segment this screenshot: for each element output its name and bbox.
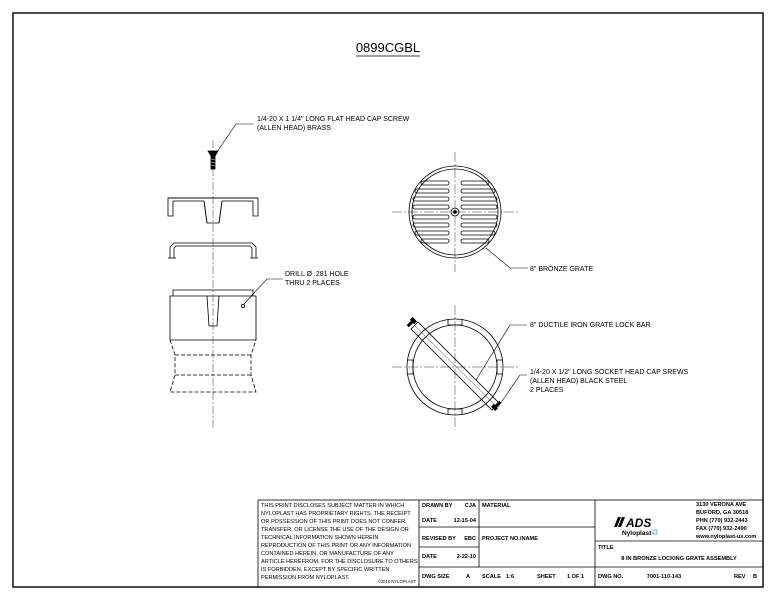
svg-text:(ALLEN HEAD) BRASS: (ALLEN HEAD) BRASS: [257, 125, 331, 132]
svg-text:OR POSSESSION OF THIS PRINT DO: OR POSSESSION OF THIS PRINT DOES NOT CONFER,: [261, 519, 407, 525]
svg-text:TRANSFER, OR LICENSE THE USE O: TRANSFER, OR LICENSE THE USE OF THE DESIGN OR: [261, 527, 409, 533]
svg-text:7001-110-143: 7001-110-143: [646, 574, 682, 580]
svg-text:NYLOPLAST HAS PROPRIETARY RIGH: NYLOPLAST HAS PROPRIETARY RIGHTS. THE RECEIPT: [261, 511, 411, 517]
svg-text:1/4-20 X 1 1/4" LONG FLAT HEAD: 1/4-20 X 1 1/4" LONG FLAT HEAD CAP SCREW: [257, 116, 410, 123]
drawn-revised-cells: [422, 503, 477, 580]
svg-text:DATE: DATE: [422, 554, 437, 560]
svg-text:THIS PRINT DISCLOSES SUBJECT M: THIS PRINT DISCLOSES SUBJECT MATTER IN WHICH: [261, 503, 405, 509]
dwg-no-cell: [598, 574, 757, 580]
material-project-cells: [482, 503, 584, 580]
leader-lines-lockbar: [476, 325, 527, 407]
svg-text:3130 VERONA AVE: 3130 VERONA AVE: [696, 502, 747, 508]
svg-text:(ALLEN HEAD) BLACK STEEL: (ALLEN HEAD) BLACK STEEL: [530, 378, 628, 385]
svg-text:CONTAINED HEREIN, OR MANUFACTU: CONTAINED HEREIN, OR MANUFACTURE OF ANY: [261, 551, 394, 557]
svg-text:SCALE: SCALE: [482, 574, 501, 580]
svg-text:A: A: [465, 574, 470, 580]
bronze-grate-top-view: [392, 152, 518, 272]
svg-text:CJA: CJA: [464, 503, 476, 509]
svg-text:2-22-10: 2-22-10: [456, 554, 476, 560]
svg-text:B: B: [752, 574, 757, 580]
svg-text:DWG NO.: DWG NO.: [598, 574, 624, 580]
nyloplast-mark-icon: [653, 530, 657, 534]
svg-text:IS FORBIDDEN, EXCEPT BY SPECIF: IS FORBIDDEN, EXCEPT BY SPECIFIC WRITTEN: [261, 567, 390, 573]
svg-text:2 PLACES: 2 PLACES: [530, 387, 564, 394]
svg-text:REV: REV: [734, 574, 746, 580]
title-cell: [598, 545, 737, 562]
socket-screw-callout: [530, 369, 689, 394]
svg-text:DWG SIZE: DWG SIZE: [422, 574, 450, 580]
svg-text:FAX (770) 932-2490: FAX (770) 932-2490: [696, 526, 747, 532]
svg-text:TITLE: TITLE: [598, 545, 614, 551]
svg-text:REVISED BY: REVISED BY: [422, 536, 456, 542]
svg-text:Nyloplast: Nyloplast: [622, 530, 652, 537]
ads-slash-icon: [614, 517, 625, 527]
sheet-border: [13, 13, 763, 587]
svg-text:1/4-20 X 1/2" LONG SOCKET HEAD: 1/4-20 X 1/2" LONG SOCKET HEAD CAP SREWS: [530, 369, 689, 376]
svg-text:DATE: DATE: [422, 518, 437, 524]
svg-text:MATERIAL: MATERIAL: [482, 503, 511, 509]
svg-text:BUFORD, GA 30518: BUFORD, GA 30518: [696, 510, 749, 516]
svg-text:DRILL Ø .281 HOLE: DRILL Ø .281 HOLE: [285, 271, 349, 278]
screw-callout: [257, 116, 410, 132]
exploded-assembly-view: [168, 140, 258, 430]
svg-text:1 OF 1: 1 OF 1: [567, 574, 585, 580]
svg-text:THRU 2 PLACES: THRU 2 PLACES: [285, 280, 340, 287]
svg-text:1:6: 1:6: [506, 574, 515, 580]
svg-text:TECHNICAL INFORMATION SHOWN HE: TECHNICAL INFORMATION SHOWN HEREIN: [261, 535, 379, 541]
grate-leader: [486, 248, 528, 268]
lock-bar-callout: 8" DUCTILE IRON GRATE LOCK BAR: [530, 322, 651, 329]
svg-text:DRAWN BY: DRAWN BY: [422, 503, 453, 509]
disclaimer-text: [261, 503, 418, 584]
flat-head-screw-icon: [208, 151, 218, 169]
svg-text:8 IN BRONZE LOCKING GRATE ASSE: 8 IN BRONZE LOCKING GRATE ASSEMBLY: [621, 556, 737, 562]
svg-text:ADS: ADS: [626, 516, 652, 530]
svg-text:©2010 NYLOPLAST: ©2010 NYLOPLAST: [377, 579, 416, 584]
svg-text:PHN (770) 932-2443: PHN (770) 932-2443: [696, 518, 748, 524]
svg-text:www.nyloplast-us.com: www.nyloplast-us.com: [696, 534, 757, 540]
part-number: 0899CGBL: [355, 40, 421, 55]
svg-text:EBC: EBC: [464, 536, 476, 542]
ads-nyloplast-logo: [614, 516, 657, 537]
svg-text:SHEET: SHEET: [537, 574, 556, 580]
svg-text:ARTICLE HEREFROM, FOR THE DISC: ARTICLE HEREFROM, FOR THE DISCLOSURE TO OTHERS: [261, 559, 418, 565]
grate-callout: 8" BRONZE GRATE: [530, 266, 594, 273]
leader-lines-left: [217, 124, 283, 305]
svg-text:REPRODUCTION OF THIS PRINT OR: REPRODUCTION OF THIS PRINT OR ANY INFORMATION: [261, 543, 412, 549]
svg-text:12-15-04: 12-15-04: [453, 518, 476, 524]
svg-text:PERMISSION FROM NYLOPLAST.: PERMISSION FROM NYLOPLAST.: [261, 575, 350, 581]
drill-callout: [285, 271, 349, 287]
company-address: [695, 502, 756, 540]
svg-text:PROJECT NO./NAME: PROJECT NO./NAME: [482, 536, 538, 542]
